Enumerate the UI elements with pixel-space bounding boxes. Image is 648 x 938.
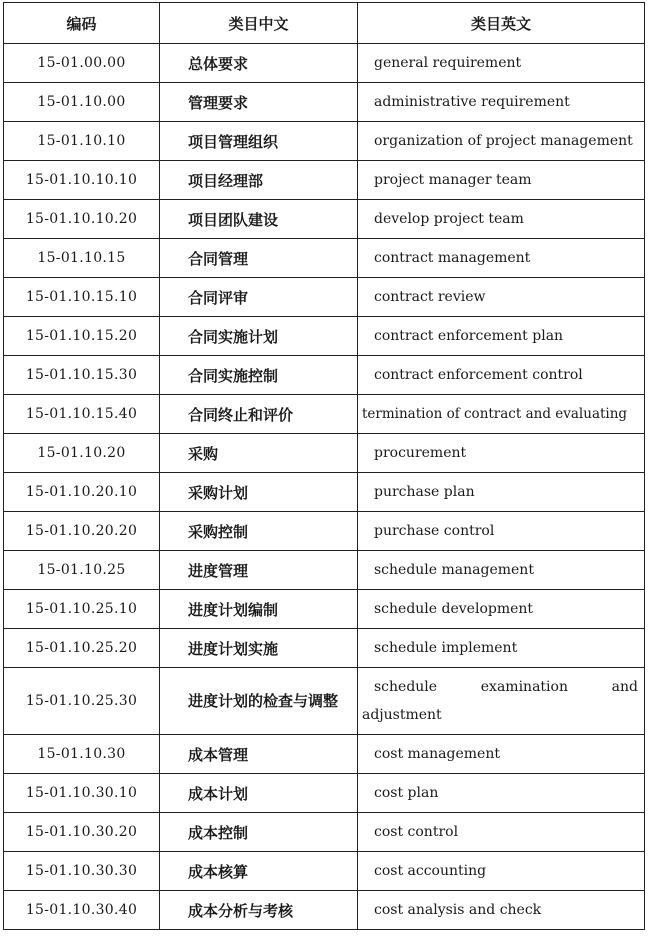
code-cell: 15-01.10.25 (4, 551, 160, 590)
table-row (4, 668, 645, 735)
chinese-name-cell: 合同管理 (160, 239, 358, 278)
table-row (4, 356, 645, 395)
classification-table (3, 2, 645, 930)
chinese-name-cell: 合同评审 (160, 278, 358, 317)
chinese-name-cell: 项目管理组织 (160, 122, 358, 161)
chinese-name-cell: 进度计划实施 (160, 629, 358, 668)
table-row (4, 590, 645, 629)
chinese-name-cell: 合同实施计划 (160, 317, 358, 356)
english-name-cell: contract review (358, 278, 645, 317)
chinese-name-cell: 采购 (160, 434, 358, 473)
chinese-name-cell: 总体要求 (160, 44, 358, 83)
code-cell: 15-01.10.10.10 (4, 161, 160, 200)
code-cell: 15-01.10.25.30 (4, 668, 160, 735)
code-cell: 15-01.10.15.40 (4, 395, 160, 434)
table-row (4, 317, 645, 356)
table-row (4, 891, 645, 930)
english-name-cell: purchase plan (358, 473, 645, 512)
code-cell: 15-01.10.30.40 (4, 891, 160, 930)
english-name-cell: cost plan (358, 774, 645, 813)
code-cell: 15-01.10.20.20 (4, 512, 160, 551)
chinese-name-cell: 进度管理 (160, 551, 358, 590)
code-cell: 15-01.10.15.20 (4, 317, 160, 356)
chinese-name-cell: 进度计划编制 (160, 590, 358, 629)
english-name-cell: contract enforcement plan (358, 317, 645, 356)
english-name-cell: schedule examination and adjustment (358, 668, 645, 735)
english-name-cell: schedule implement (358, 629, 645, 668)
english-name-cell: contract management (358, 239, 645, 278)
code-cell: 15-01.10.30.30 (4, 852, 160, 891)
english-name-cell: procurement (358, 434, 645, 473)
code-cell: 15-01.10.30 (4, 735, 160, 774)
code-cell: 15-01.10.15.30 (4, 356, 160, 395)
header-category-chinese: 类目中文 (160, 3, 358, 44)
chinese-name-cell: 成本分析与考核 (160, 891, 358, 930)
table-row (4, 813, 645, 852)
english-name-cell: general requirement (358, 44, 645, 83)
english-name-cell: cost management (358, 735, 645, 774)
chinese-name-cell: 采购计划 (160, 473, 358, 512)
chinese-name-cell: 采购控制 (160, 512, 358, 551)
code-cell: 15-01.10.00 (4, 83, 160, 122)
code-cell: 15-01.10.15 (4, 239, 160, 278)
code-cell: 15-01.10.20 (4, 434, 160, 473)
header-category-english: 类目英文 (358, 3, 645, 44)
table-row (4, 629, 645, 668)
english-name-cell: administrative requirement (358, 83, 645, 122)
chinese-name-cell: 合同终止和评价 (160, 395, 358, 434)
english-name-cell: schedule management (358, 551, 645, 590)
table-row (4, 512, 645, 551)
table-row (4, 200, 645, 239)
table-header-row (4, 3, 645, 44)
chinese-name-cell: 成本计划 (160, 774, 358, 813)
table-row (4, 852, 645, 891)
english-name-cell: purchase control (358, 512, 645, 551)
chinese-name-cell: 项目经理部 (160, 161, 358, 200)
table-row (4, 434, 645, 473)
table-row (4, 735, 645, 774)
chinese-name-cell: 合同实施控制 (160, 356, 358, 395)
chinese-name-cell: 成本管理 (160, 735, 358, 774)
english-name-cell: develop project team (358, 200, 645, 239)
code-cell: 15-01.10.25.10 (4, 590, 160, 629)
english-name-cell: organization of project management (358, 122, 645, 161)
chinese-name-cell: 成本核算 (160, 852, 358, 891)
table-row (4, 122, 645, 161)
table-row (4, 83, 645, 122)
english-name-cell: termination of contract and evaluating (358, 395, 645, 434)
code-cell: 15-01.00.00 (4, 44, 160, 83)
code-cell: 15-01.10.30.10 (4, 774, 160, 813)
table-row (4, 239, 645, 278)
table-row (4, 551, 645, 590)
code-cell: 15-01.10.10 (4, 122, 160, 161)
english-name-cell: project manager team (358, 161, 645, 200)
chinese-name-cell: 管理要求 (160, 83, 358, 122)
code-cell: 15-01.10.20.10 (4, 473, 160, 512)
english-name-cell: cost control (358, 813, 645, 852)
code-cell: 15-01.10.10.20 (4, 200, 160, 239)
chinese-name-cell: 成本控制 (160, 813, 358, 852)
table-row (4, 473, 645, 512)
table-row (4, 395, 645, 434)
table-row (4, 774, 645, 813)
chinese-name-cell: 进度计划的检查与调整 (160, 668, 358, 735)
code-cell: 15-01.10.15.10 (4, 278, 160, 317)
english-name-cell: cost analysis and check (358, 891, 645, 930)
english-name-cell: cost accounting (358, 852, 645, 891)
code-cell: 15-01.10.25.20 (4, 629, 160, 668)
table-row (4, 161, 645, 200)
code-cell: 15-01.10.30.20 (4, 813, 160, 852)
header-code: 编码 (4, 3, 160, 44)
english-name-cell: contract enforcement control (358, 356, 645, 395)
table-row (4, 278, 645, 317)
table-row (4, 44, 645, 83)
chinese-name-cell: 项目团队建设 (160, 200, 358, 239)
english-name-cell: schedule development (358, 590, 645, 629)
